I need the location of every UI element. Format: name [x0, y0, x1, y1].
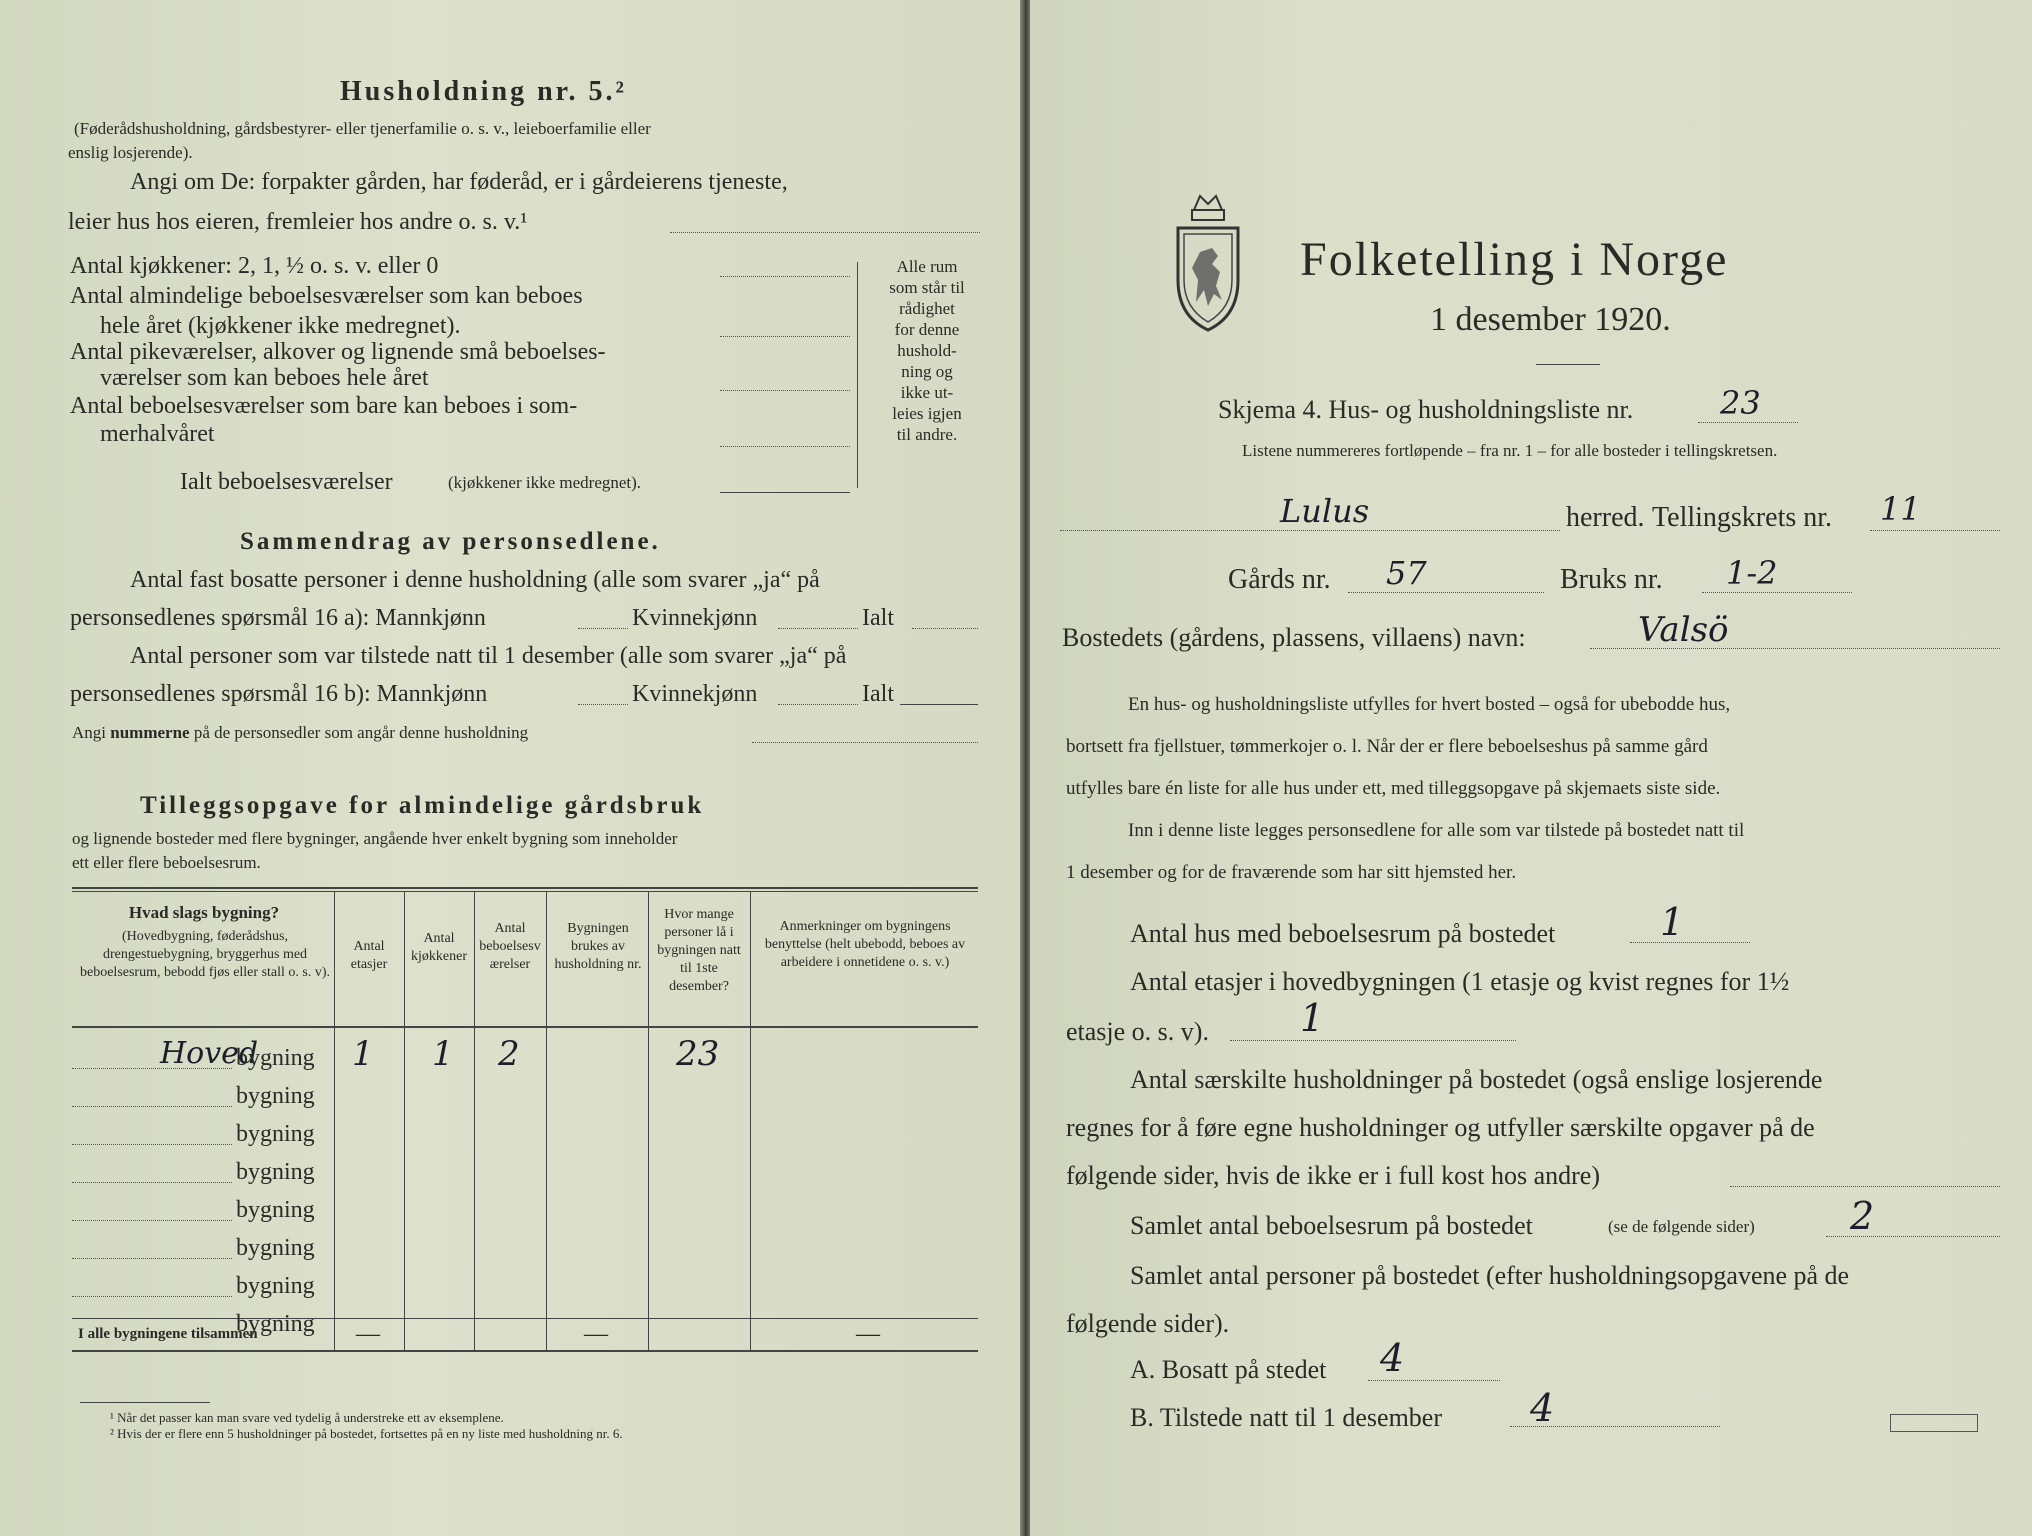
bosatt-label: A. Bosatt på stedet — [1130, 1355, 1327, 1384]
rooms-ordinary-2: hele året (kjøkkener ikke medregnet). — [100, 313, 461, 339]
form-title: Folketelling i Norge — [1300, 233, 1729, 286]
summary-ialt-fill-2 — [900, 704, 978, 705]
saerskilte-3: følgende sider, hvis de ikke er i full kost hos andre) — [1066, 1161, 1600, 1190]
summary-female-label: Kvinnekjønn — [632, 605, 758, 631]
norway-coat-of-arms-icon — [1172, 190, 1244, 338]
summary-male-fill — [578, 628, 628, 629]
listene-note: Listene nummereres fortløpende – fra nr. 1 – for alle bosteder i tellingskretsen. — [1242, 441, 1778, 460]
bosted-label: Bostedets (gårdens, plassens, villaens) navn: — [1062, 623, 1526, 652]
rooms-kitchens: Antal kjøkkener: 2, 1, ½ o. s. v. eller 0 — [70, 253, 439, 279]
angi-line-1: Angi om De: forpakter gården, har føderåd, er i gårdeierens tjeneste, — [130, 169, 788, 195]
antal-hus-label: Antal hus med beboelsesrum på bostedet — [1130, 919, 1556, 948]
rooms-small-2: værelser som kan beboes hele året — [100, 365, 429, 391]
skjema-label: Skjema 4. Hus- og husholdningsliste nr. — [1218, 395, 1634, 424]
summary-female-fill — [778, 628, 858, 629]
samlet-pers-2: følgende sider). — [1066, 1309, 1230, 1338]
etasjer-value: 1 — [1300, 996, 1325, 1040]
summary-female-label-2: Kvinnekjønn — [632, 681, 758, 707]
instruction-2: bortsett fra fjellstuer, tømmerkojer o. l. Når der er flere beboelseshus på samme gård — [1066, 736, 1708, 757]
summary-ialt-label-2: Ialt — [862, 681, 894, 707]
instruction-4: Inn i denne liste legges personsedlene for alle som var tilstede på bostedet natt til — [1128, 820, 1745, 841]
summary-title: Sammendrag av personsedlene. — [240, 528, 661, 555]
summer-fill-line — [720, 446, 850, 447]
gards-label: Gårds nr. — [1228, 564, 1331, 595]
ordinary-fill-line — [720, 336, 850, 337]
rooms-ordinary-1: Antal almindelige beboelsesværelser som kan beboes — [70, 283, 583, 309]
ialt-rooms-label: Ialt beboelsesværelser — [180, 469, 393, 495]
instruction-3: utfylles bare én liste for alle hus under ett, med tilleggsopgave på skjemaets siste side. — [1066, 778, 1721, 799]
tillegg-intro-1: og lignende bosteder med flere bygninger, angående hver enkelt bygning som inneholder — [72, 829, 678, 848]
tillegg-title: Tilleggsopgave for almindelige gårdsbruk — [140, 792, 705, 819]
samlet-rum-value: 2 — [1850, 1194, 1875, 1238]
left-page: Husholdning nr. 5.² (Føderådshusholdning, gårdsbestyrer- eller tjenerfamilie o. s. v., leieboerfamilie eller enslig losjerende). Angi om De: forpakter gården, har føderåd, er i gårdeierens tjeneste, leier hus hos eieren, fremleier hos andre o. s. v.¹ Antal kjøkkener: 2, 1, ½ o. s. v. eller 0 Antal almindelige beboelsesværelser som kan beboes hele året (kjøkkener ikke medregnet). Antal pikeværelser, alkover og lignende små beboelses- værelser som kan beboes hele året Antal beboelsesværelser som bare kan beboes i som- merhalvåret Alle rum som står til rådighet for denne hushold- ning og ikke ut- leies igjen til andre. Ialt beboelsesværelser (kjøkkener ikke medregnet). Sammendrag av personsedlene. Antal fast bosatte personer i denne husholdning (alle som svarer „ja“ på personsedlenes spørsmål 16 a): Mannkjønn Kvinnekjønn Ialt Antal personer som var tilstede natt til 1 desember (alle som svarer „ja“ på personsedlenes spørsmål 16 b): Mannkjønn Kvinnekjønn Ialt Angi nummerne på de personsedler som angår denne husholdning Tilleggsopgave for almindelige gårdsbruk og lignende bosteder med flere bygninger, angående hver enkelt bygning som inneholder ett eller flere beboelsesrum. Hvad slags bygning? (Hovedbygning, føderådshus, drengestuebygning, bryggerhus med beboelsesrum, bebodd fjøs eller stall o. s. v). Antal etasjer Antal kjøkkener Antal beboelsesværelser Bygningen brukes av husholdning nr. Hvor mange personer lå i bygningen natt til 1ste desember? Anmerkninger om bygningens benyttelse (helt ubebodd, beboes av arbeidere i onnetidene o. s. v.) Hoved bygning 1 1 2 23 bygning bygning bygning bygning bygning bygning bygning I alle bygningene tilsammen — — — ¹ Når det passer kan man svare ved tydelig å understreke ett av eksemplene. ² Hvis der er flere enn 5 husholdninger på bostedet, fortsettes på en ny liste med husholdning nr. 6. — [0, 0, 1022, 1536]
col-head-husholdning: Bygningen brukes av husholdning nr. — [554, 921, 642, 972]
herred-label: herred. — [1566, 502, 1645, 533]
summary-line-1: Antal fast bosatte personer i denne husholdning (alle som svarer „ja“ på — [130, 567, 820, 593]
col-head-personer: Hvor mange personer lå i bygningen natt til 1ste desember? — [657, 907, 741, 994]
tilstede-label: B. Tilstede natt til 1 desember — [1130, 1403, 1442, 1432]
household-intro-1: (Føderådshusholdning, gårdsbestyrer- eller tjenerfamilie o. s. v., leieboerfamilie eller — [74, 119, 651, 138]
summary-male-fill-2 — [578, 704, 628, 705]
instruction-1: En hus- og husholdningsliste utfylles for hvert bosted – også for ubebodde hus, — [1128, 694, 1731, 715]
col-head-vaerelser: Antal beboelsesværelser — [479, 921, 541, 972]
angi-line-2: leier hus hos eieren, fremleier hos andre o. s. v.¹ — [68, 209, 528, 235]
printer-stamp — [1890, 1414, 1978, 1432]
kitchens-fill-line — [720, 276, 850, 277]
samlet-rum-label: Samlet antal beboelsesrum på bostedet — [1130, 1211, 1533, 1240]
summary-ialt-label: Ialt — [862, 605, 894, 631]
household-title: Husholdning nr. 5.² — [340, 76, 627, 107]
etasjer-label-2: etasje o. s. v). — [1066, 1017, 1209, 1046]
form-date: 1 desember 1920. — [1430, 301, 1671, 338]
angi-nummerne: Angi nummerne på de personsedler som angår denne husholdning — [72, 723, 529, 742]
etasjer-label: Antal etasjer i hovedbygningen (1 etasje og kvist regnes for 1½ — [1130, 967, 1790, 996]
col-head-type-note: (Hovedbygning, føderådshus, drengestuebygning, bryggerhus med beboelsesrum, bebodd fjøs eller stall o. s. v). — [80, 929, 331, 980]
total-dash-husholdning: — — [584, 1321, 608, 1347]
right-page — [1030, 0, 2032, 1536]
table-row: bygning — [236, 1197, 315, 1223]
tellingskrets-nr: 11 — [1880, 490, 1921, 528]
footnote-2: ² Hvis der er flere enn 5 husholdninger på bostedet, fortsettes på en ny liste med husholdning nr. 6. — [110, 1426, 623, 1441]
herred-value: Lulus — [1280, 492, 1370, 530]
col-head-etasjer: Antal etasjer — [350, 939, 388, 972]
samlet-pers-1: Samlet antal personer på bostedet (efter husholdningsopgavene på de — [1130, 1261, 1850, 1290]
total-dash-etasjer: — — [356, 1321, 380, 1347]
table-row: bygning — [236, 1235, 315, 1261]
table-row: bygning — [236, 1083, 315, 1109]
gards-nr: 57 — [1386, 554, 1427, 592]
rooms-small-1: Antal pikeværelser, alkover og lignende små beboelses- — [70, 339, 606, 365]
bruks-label: Bruks nr. — [1560, 564, 1663, 595]
side-note: Alle rum som står til rådighet for denne hushold- ning og ikke ut- leies igjen til andre. — [889, 257, 965, 444]
skjema-nr: 23 — [1720, 384, 1761, 422]
household-intro-2: enslig losjerende). — [68, 143, 193, 162]
col-head-type: Hvad slags bygning? — [128, 903, 280, 922]
table-row: bygning — [236, 1159, 315, 1185]
nummerne-fill-line — [752, 742, 978, 743]
table-row: bygning — [236, 1273, 315, 1299]
tilstede-value: 4 — [1530, 1386, 1555, 1430]
angi-fill-line — [670, 232, 980, 233]
summary-ialt-fill — [912, 628, 978, 629]
tillegg-intro-2: ett eller flere beboelsesrum. — [72, 853, 261, 872]
col-head-kjokkener: Antal kjøkkener — [411, 931, 467, 964]
summary-line-3: Antal personer som var tilstede natt til 1 desember (alle som svarer „ja“ på — [130, 643, 847, 669]
table-row: bygning — [236, 1121, 315, 1147]
footnote-1: ¹ Når det passer kan man svare ved tydelig å understreke ett av eksemplene. — [110, 1410, 504, 1425]
ialt-rooms-note: (kjøkkener ikke medregnet). — [448, 473, 642, 492]
bosted-value: Valsö — [1638, 610, 1729, 650]
table-total-label: I alle bygningene tilsammen — [78, 1326, 258, 1342]
bosatt-value: 4 — [1380, 1336, 1405, 1380]
samlet-rum-note: (se de følgende sider) — [1608, 1217, 1755, 1236]
summary-female-fill-2 — [778, 704, 858, 705]
total-dash-anm: — — [856, 1321, 880, 1347]
tellingskrets-label: Tellingskrets nr. — [1652, 502, 1833, 533]
bruks-nr: 1-2 — [1726, 554, 1778, 592]
small-fill-line — [720, 390, 850, 391]
saerskilte-2: regnes for å føre egne husholdninger og utfyller særskilte opgaver på de — [1066, 1113, 1815, 1142]
antal-hus-value: 1 — [1660, 900, 1685, 944]
summary-line-4: personsedlenes spørsmål 16 b): Mannkjønn — [70, 681, 488, 707]
rooms-summer-1: Antal beboelsesværelser som bare kan beboes i som- — [70, 393, 578, 419]
instruction-5: 1 desember og for de fraværende som har sitt hjemsted her. — [1066, 862, 1517, 883]
summary-line-2: personsedlenes spørsmål 16 a): Mannkjønn — [70, 605, 486, 631]
ialt-rooms-fill-line — [720, 492, 850, 493]
rooms-summer-2: merhalvåret — [100, 421, 215, 447]
saerskilte-1: Antal særskilte husholdninger på bostedet (også enslige losjerende — [1130, 1065, 1823, 1094]
rooms-bracket — [857, 262, 858, 488]
col-head-anm: Anmerkninger om bygningens benyttelse (helt ubebodd, beboes av arbeidere i onnetidene o. s. v.) — [764, 919, 966, 970]
table-row: bygning — [236, 1311, 315, 1337]
